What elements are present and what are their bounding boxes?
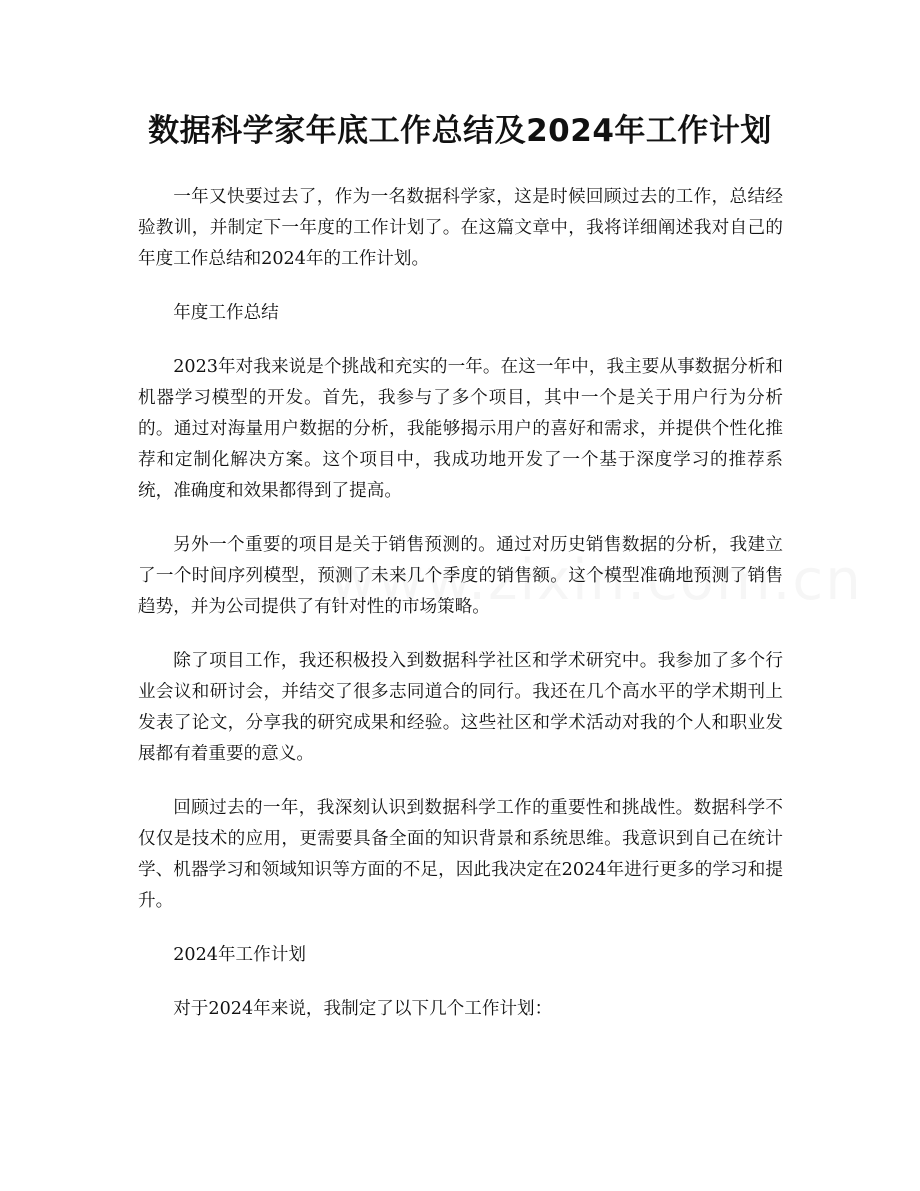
summary-paragraph-1: 2023年对我来说是个挑战和充实的一年。在这一年中，我主要从事数据分析和机器学习模型的开发。首先，我参与了多个项目，其中一个是关于用户行为分析的。通过对海量用户数据的分析，我能够揭示用户的喜好和需求，并提供个性化推荐和定制化解决方案。这个项目中，我成功地开发了一个基于深度学习的推荐系统，准确度和效果都得到了提高。 — [138, 357, 783, 501]
document-title: 数据科学家年底工作总结及2024年工作计划 — [148, 113, 772, 149]
section-heading-annual-summary: 年度工作总结 — [173, 303, 279, 323]
summary-paragraph-4: 回顾过去的一年，我深刻认识到数据科学工作的重要性和挑战性。数据科学不仅仅是技术的应用，更需要具备全面的知识背景和系统思维。我意识到自己在统计学、机器学习和领域知识等方面的不足，因此我决定在2024年进行更多的学习和提升。 — [138, 798, 783, 911]
document-body — [138, 182, 783, 1048]
plan-intro-paragraph: 对于2024年来说，我制定了以下几个工作计划： — [173, 999, 553, 1019]
intro-paragraph: 一年又快要过去了，作为一名数据科学家，这是时候回顾过去的工作，总结经验教训，并制定下一年度的工作计划了。在这篇文章中，我将详细阐述我对自己的年度工作总结和2024年的工作计划。 — [138, 187, 783, 269]
section-heading-2024-plan: 2024年工作计划 — [173, 945, 306, 965]
summary-paragraph-2: 另外一个重要的项目是关于销售预测的。通过对历史销售数据的分析，我建立了一个时间序列模型，预测了未来几个季度的销售额。这个模型准确地预测了销售趋势，并为公司提供了有针对性的市场策略。 — [138, 535, 783, 617]
summary-paragraph-3: 除了项目工作，我还积极投入到数据科学社区和学术研究中。我参加了多个行业会议和研讨会，并结交了很多志同道合的同行。我还在几个高水平的学术期刊上发表了论文，分享我的研究成果和经验。这些社区和学术活动对我的个人和职业发展都有着重要的意义。 — [138, 651, 783, 764]
